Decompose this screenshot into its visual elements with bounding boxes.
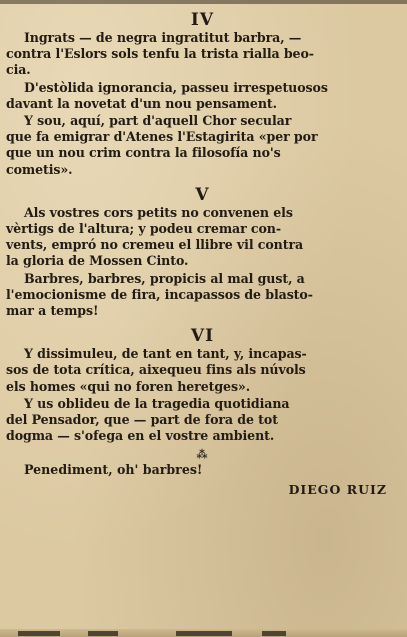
asterism-ornament: ⁂ xyxy=(196,448,209,462)
author-signature: DIEGO RUIZ xyxy=(288,482,387,498)
paragraph: Ingrats — de negra ingratitut barbra, — contra l'Eslors sols tenfu la trista rialla beo- cia. xyxy=(6,30,314,78)
section-iv xyxy=(6,10,399,178)
text-column xyxy=(6,10,399,497)
paragraph: Y sou, aquí, part d'aquell Chor secular que fa emigrar d'Atenes l'Estagirita «per por que un nou crim contra la filosofía no's cometis». xyxy=(6,113,318,177)
paragraph: D'estòlida ignorancia, passeu irrespetuosos davant la novetat d'un nou pensament. xyxy=(6,79,328,111)
paragraph: Als vostres cors petits no convenen els vèrtigs de l'altura; y podeu cremar con- vents, empró no cremeu el llibre vil contra la gloria de Mossen Cinto. xyxy=(6,204,304,269)
cut-off-text-fragment xyxy=(88,631,118,636)
section-numeral: VI xyxy=(190,326,215,347)
paragraph: Barbres, barbres, propicis al mal gust, a l'emocionisme de fira, incapassos de blasto- mar a temps! xyxy=(6,270,313,319)
cut-off-text-fragment xyxy=(18,631,60,636)
section-numeral: IV xyxy=(190,10,215,30)
paragraph: Y us oblideu de la tragedia quotidiana del Pensador, que — part de fora de tot dogma — s'ofega en el vostre ambient. xyxy=(6,395,290,444)
closing-line: Penediment, oh' barbres! xyxy=(24,462,203,478)
section-vi xyxy=(6,326,399,444)
paragraph: Y dissimuleu, de tant en tant, y, incapas- sos de tota crítica, aixequeu fins als núvols els homes «qui no foren heretges». xyxy=(6,346,307,394)
cut-off-text-fragment xyxy=(176,631,232,636)
bottom-edge xyxy=(0,629,407,637)
cut-off-text-fragment xyxy=(262,631,286,636)
section-numeral: V xyxy=(195,184,210,205)
top-rule xyxy=(0,0,407,4)
section-v xyxy=(6,185,399,319)
